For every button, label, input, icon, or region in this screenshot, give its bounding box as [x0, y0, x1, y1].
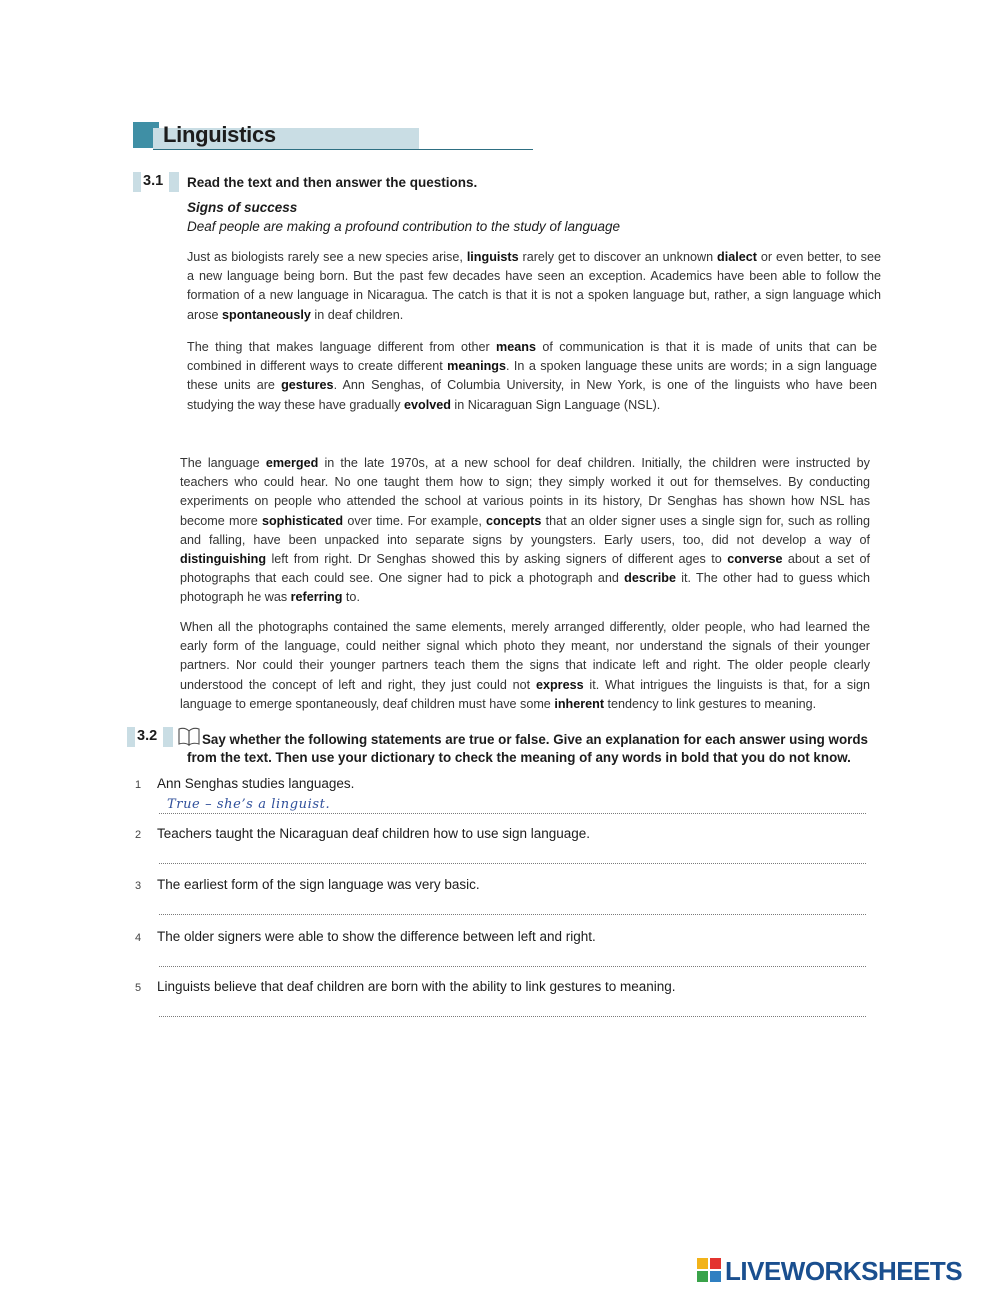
paragraph: Just as biologists rarely see a new species arise, linguists rarely get to discover an unknown dialect or even better, to see a new language being born. But the past few decades have seen an exception. Academics have been able to follow the formation of a new language in Nicaragua. The catch is that it is not a spoken language but, rather, a sign language which arose spontaneously in deaf children.: [187, 250, 881, 322]
dictionary-book-icon: [178, 727, 200, 747]
answer-line[interactable]: [159, 813, 866, 814]
section-3-2-instruction-line2: from the text. Then use your dictionary to check the meaning of any words in bold that you do not know.: [187, 750, 851, 765]
page-title-block: [133, 122, 403, 152]
question-item: [135, 929, 870, 973]
question-number: 1: [135, 779, 142, 791]
question-item: [135, 826, 870, 870]
section-tab: [127, 727, 135, 747]
answer-line[interactable]: [159, 1016, 866, 1017]
bold-vocabulary-word: emerged: [265, 456, 319, 470]
section-number: 3.2: [137, 728, 158, 744]
logo-grid-icon: [697, 1258, 721, 1282]
question-number: 3: [135, 880, 142, 892]
bold-vocabulary-word: evolved: [404, 397, 451, 412]
bold-vocabulary-word: express: [535, 677, 584, 692]
question-text: Teachers taught the Nicaraguan deaf children how to use sign language.: [157, 826, 591, 841]
question-item: [135, 877, 870, 921]
question-text: Ann Senghas studies languages.: [157, 776, 355, 791]
bold-vocabulary-word: describe: [624, 571, 676, 586]
question-number: 2: [135, 829, 142, 841]
bold-vocabulary-word: dialect: [717, 250, 757, 264]
bold-vocabulary-word: concepts: [486, 513, 542, 528]
section-3-2-instruction-line1: Say whether the following statements are true or false. Give an explanation for each answer using words: [202, 732, 868, 747]
paragraph: When all the photographs contained the same elements, merely arranged differently, older people, who had learned the early form of the language, could neither signal which photo they meant, nor understand the signals of their younger partners. Nor could their younger partners teach them the signs that indicate left and right. The older people clearly understood the concept of left and right, they just could not express it. What intrigues the linguists is that, for a sign language to emerge spontaneously, deaf children must have some inherent tendency to link gestures to meaning.: [180, 620, 870, 711]
answer-line[interactable]: [159, 914, 866, 915]
section-tab-end: [163, 727, 173, 747]
bold-vocabulary-word: spontaneously: [222, 307, 311, 322]
section-tab-end: [169, 172, 179, 192]
section-3-1-instruction: Read the text and then answer the questions.: [187, 175, 478, 190]
question-number: 5: [135, 982, 142, 994]
section-number: 3.1: [143, 173, 164, 189]
page-title: Linguistics: [163, 122, 276, 147]
bold-vocabulary-word: means: [496, 340, 536, 354]
title-underline: [153, 149, 533, 150]
bold-vocabulary-word: gestures: [281, 378, 334, 393]
section-tab: [133, 172, 141, 192]
logo-text: LIVEWORKSHEETS: [725, 1256, 963, 1286]
section-3-1-marker: [133, 172, 183, 194]
logo-tile: [697, 1271, 708, 1282]
question-text: The older signers were able to show the difference between left and right.: [157, 929, 596, 944]
bold-vocabulary-word: converse: [727, 552, 783, 567]
question-item: [135, 776, 870, 820]
paragraph: The language emerged in the late 1970s, at a new school for deaf children. Initially, the children were instructed by teachers who could hear. No one taught them how to sign; they simply worked it out for themselves. By conducting experiments on people who attended the school at various points in its history, Dr Senghas has shown how NSL has become more sophisticated over time. For example, concepts that an older signer uses a single sign for, such as rolling and falling, have been unpacked into separate signs by youngsters. Early users, too, did not develop a way of distinguishing left from right. Dr Senghas showed this by asking signers of different ages to converse about a set of photographs that each could see. One signer had to pick a photograph and describe it. The other had to guess which photograph he was referring to.: [180, 456, 870, 605]
question-item: [135, 979, 870, 1023]
answer-line[interactable]: [159, 863, 866, 864]
question-number: 4: [135, 932, 142, 944]
question-text: Linguists believe that deaf children are born with the ability to link gestures to meaning.: [157, 979, 676, 994]
logo-tile: [710, 1271, 721, 1282]
bold-vocabulary-word: sophisticated: [261, 513, 344, 528]
bold-vocabulary-word: distinguishing: [180, 552, 267, 567]
bold-vocabulary-word: referring: [290, 590, 343, 605]
section-3-2-marker: [127, 727, 181, 749]
bold-vocabulary-word: inherent: [554, 696, 605, 711]
question-text: The earliest form of the sign language was very basic.: [157, 877, 480, 892]
paragraph: The thing that makes language different from other means of communication is that it is made of units that can be combined in different ways to create different meanings. In a spoken language these units are words; in a sign language these units are gestures. Ann Senghas, of Columbia University, in New York, is one of the linguists who have been studying the way these have gradually evolved in Nicaraguan Sign Language (NSL).: [187, 340, 877, 412]
answer-line[interactable]: [159, 966, 866, 967]
logo-tile: [710, 1258, 721, 1269]
answer-text: True – she’s a linguist.: [167, 797, 331, 812]
logo-tile: [697, 1258, 708, 1269]
article-title: Signs of success: [187, 200, 298, 215]
bold-vocabulary-word: meanings: [447, 359, 506, 374]
bold-vocabulary-word: linguists: [466, 250, 519, 264]
article-deck: Deaf people are making a profound contribution to the study of language: [187, 219, 621, 234]
